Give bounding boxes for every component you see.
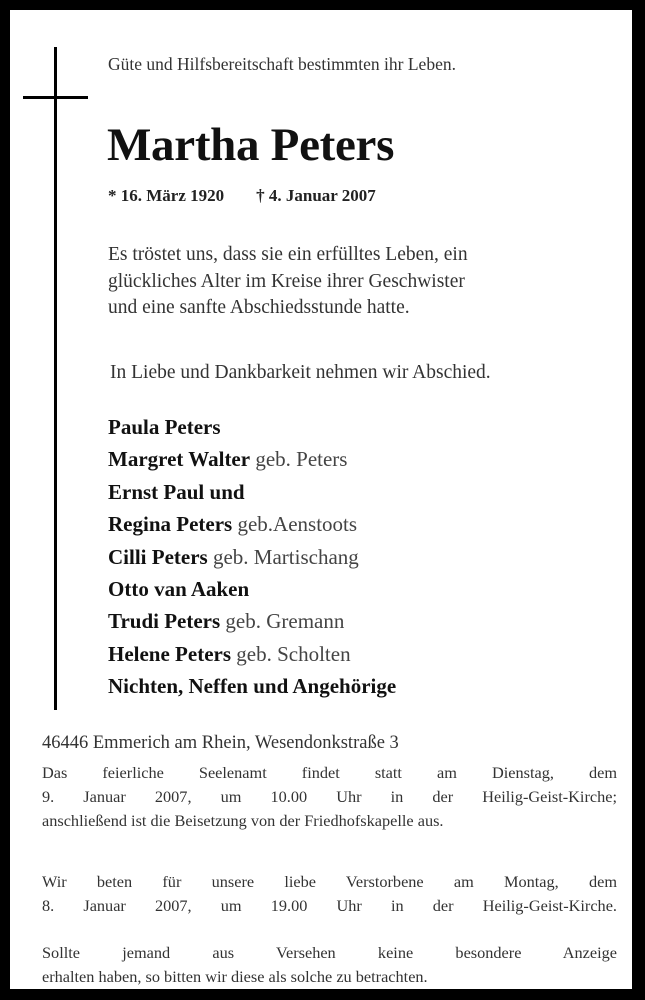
- mourner-name: Cilli Peters: [108, 544, 208, 569]
- mourner-item: [108, 605, 396, 637]
- comfort-line: und eine sanfte Abschiedsstunde hatte.: [108, 297, 410, 319]
- mourner-item: [108, 670, 396, 702]
- cross-icon-horizontal-bar: [23, 96, 88, 99]
- mourner-name: Ernst Paul und: [108, 479, 245, 504]
- mourner-item: [108, 573, 396, 605]
- mourners-list: [108, 411, 396, 703]
- mourner-name: Paula Peters: [108, 415, 221, 439]
- prayer-line: 8. Januar 2007, um 19.00 Uhr in der Heilig-Geist-Kirche.: [42, 896, 617, 915]
- mourner-maiden-name: geb.Aenstoots: [232, 512, 358, 537]
- prayer-line: Wir beten für unsere liebe Verstorbene am Montag, dem: [42, 872, 617, 891]
- mourner-name: Trudi Peters: [108, 609, 221, 634]
- mourner-item: [108, 443, 396, 475]
- deceased-name: Martha Peters: [107, 119, 395, 171]
- requiem-paragraph: [42, 761, 617, 833]
- cross-icon-vertical-bar: [54, 47, 57, 710]
- life-dates: [108, 186, 376, 206]
- requiem-line: anschließend ist die Beisetzung von der Friedhofskapelle aus.: [42, 811, 444, 830]
- mourner-name: Helene Peters: [108, 641, 232, 666]
- mourner-maiden-name: geb. Peters: [250, 447, 348, 472]
- mourner-item: [108, 638, 396, 670]
- mourning-address: 46446 Emmerich am Rhein, Wesendonkstraße 3: [42, 733, 399, 753]
- prayer-paragraph: [42, 870, 617, 918]
- mourner-maiden-name: geb. Scholten: [231, 641, 351, 666]
- mourner-name: Otto van Aaken: [108, 577, 250, 602]
- mourner-name: Regina Peters: [108, 512, 233, 537]
- mourner-item: [108, 476, 396, 508]
- mourner-item: [108, 508, 396, 540]
- comfort-paragraph: [108, 242, 468, 322]
- notice-line: erhalten haben, so bitten wir diese als solche zu betrachten.: [42, 967, 428, 986]
- comfort-line: glückliches Alter im Kreise ihrer Geschwister: [108, 270, 465, 292]
- mourner-maiden-name: geb. Martischang: [207, 544, 359, 569]
- farewell-line: In Liebe und Dankbarkeit nehmen wir Abschied.: [110, 362, 491, 383]
- death-date: † 4. Januar 2007: [256, 186, 376, 205]
- mourner-item: [108, 411, 396, 443]
- requiem-line: Das feierliche Seelenamt findet statt am Dienstag, dem: [42, 763, 617, 782]
- mourner-item: [108, 541, 396, 573]
- notice-paragraph: [42, 941, 617, 989]
- comfort-line: Es tröstet uns, dass sie ein erfülltes Leben, ein: [108, 244, 468, 265]
- motto: Güte und Hilfsbereitschaft bestimmten ihr Leben.: [108, 54, 456, 74]
- mourner-name: Margret Walter: [108, 447, 251, 472]
- birth-date: * 16. März 1920: [108, 186, 225, 205]
- mourner-maiden-name: geb. Gremann: [220, 609, 345, 634]
- notice-line: Sollte jemand aus Versehen keine besondere Anzeige: [42, 943, 617, 962]
- mourner-name: Nichten, Neffen und Angehörige: [108, 674, 397, 699]
- requiem-line: 9. Januar 2007, um 10.00 Uhr in der Heilig-Geist-Kirche;: [42, 787, 617, 806]
